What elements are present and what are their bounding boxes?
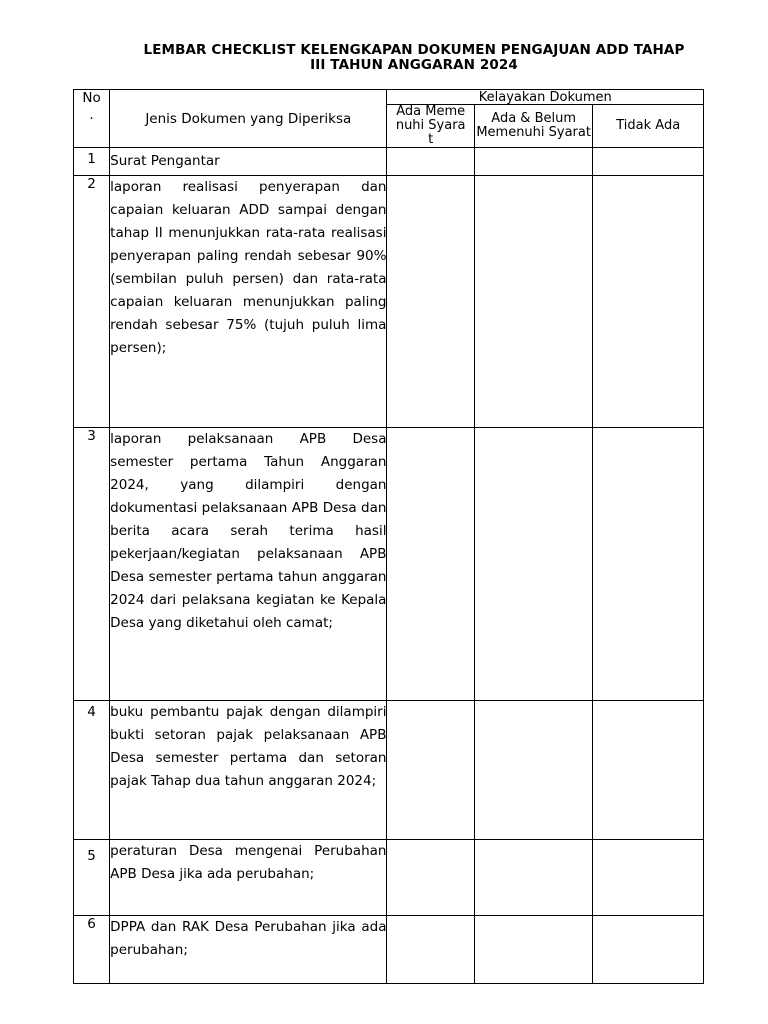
row-number: 3: [74, 428, 110, 701]
check-cell-not-yet: [474, 148, 593, 176]
check-cell-not-available: [593, 840, 704, 916]
check-cell-not-available: [593, 148, 704, 176]
check-cell-not-available: [593, 176, 704, 428]
header-no-label: No .: [82, 90, 101, 123]
table-row: [74, 148, 704, 176]
check-cell-meets: [387, 916, 474, 984]
row-document: buku pembantu pajak dengan dilampiri bukti setoran pajak pelaksanaan APB Desa semester pertama dan setoran pajak Tahap dua tahun anggaran 2024;: [110, 701, 387, 840]
check-cell-not-yet: [474, 840, 593, 916]
header-meets-requirements: Ada Memenuhi Syarat: [387, 105, 474, 148]
row-document: laporan pelaksanaan APB Desa semester pertama Tahun Anggaran 2024, yang dilampiri dengan dokumentasi pelaksanaan APB Desa dan berita acara serah terima hasil pekerjaan/kegiatan pelaksanaan APB Desa semester pertama tahun anggaran 2024 dari pelaksana kegiatan ke Kepala Desa yang diketahui oleh camat;: [110, 428, 387, 701]
check-cell-meets: [387, 148, 474, 176]
header-document-eligibility: Kelayakan Dokumen: [387, 90, 704, 105]
row-number: 6: [74, 916, 110, 984]
check-cell-not-yet: [474, 701, 593, 840]
check-cell-not-available: [593, 428, 704, 701]
header-no: [74, 90, 110, 148]
row-number: 2: [74, 176, 110, 428]
page-title-line-1: LEMBAR CHECKLIST KELENGKAPAN DOKUMEN PENGAJUAN ADD TAHAP: [143, 42, 685, 58]
checklist-table: [73, 89, 704, 984]
row-document: Surat Pengantar: [110, 148, 387, 176]
page-title: [100, 43, 728, 73]
header-not-yet-meets-requirements: Ada & Belum Memenuhi Syarat: [474, 105, 593, 148]
row-document: laporan realisasi penyerapan dan capaian keluaran ADD sampai dengan tahap II menunjukkan rata-rata realisasi penyerapan paling rendah sebesar 90% (sembilan puluh persen) dan rata-rata capaian keluaran menunjukkan paling rendah sebesar 75% (tujuh puluh lima persen);: [110, 176, 387, 428]
table-row: [74, 916, 704, 984]
row-number: 1: [74, 148, 110, 176]
table-row: [74, 840, 704, 916]
row-number: 5: [74, 840, 110, 916]
row-document: peraturan Desa mengenai Perubahan APB Desa jika ada perubahan;: [110, 840, 387, 916]
header-row: [74, 90, 704, 105]
check-cell-not-yet: [474, 428, 593, 701]
check-cell-meets: [387, 701, 474, 840]
check-cell-not-yet: [474, 916, 593, 984]
table-row: [74, 176, 704, 428]
check-cell-meets: [387, 176, 474, 428]
table-row: [74, 428, 704, 701]
check-cell-not-available: [593, 916, 704, 984]
header-not-available: Tidak Ada: [593, 105, 704, 148]
row-number: 4: [74, 701, 110, 840]
header-document-type: Jenis Dokumen yang Diperiksa: [110, 90, 387, 148]
page-title-line-2: III TAHUN ANGGARAN 2024: [310, 57, 518, 73]
row-document: DPPA dan RAK Desa Perubahan jika ada perubahan;: [110, 916, 387, 984]
table-row: [74, 701, 704, 840]
check-cell-meets: [387, 428, 474, 701]
check-cell-meets: [387, 840, 474, 916]
check-cell-not-available: [593, 701, 704, 840]
check-cell-not-yet: [474, 176, 593, 428]
